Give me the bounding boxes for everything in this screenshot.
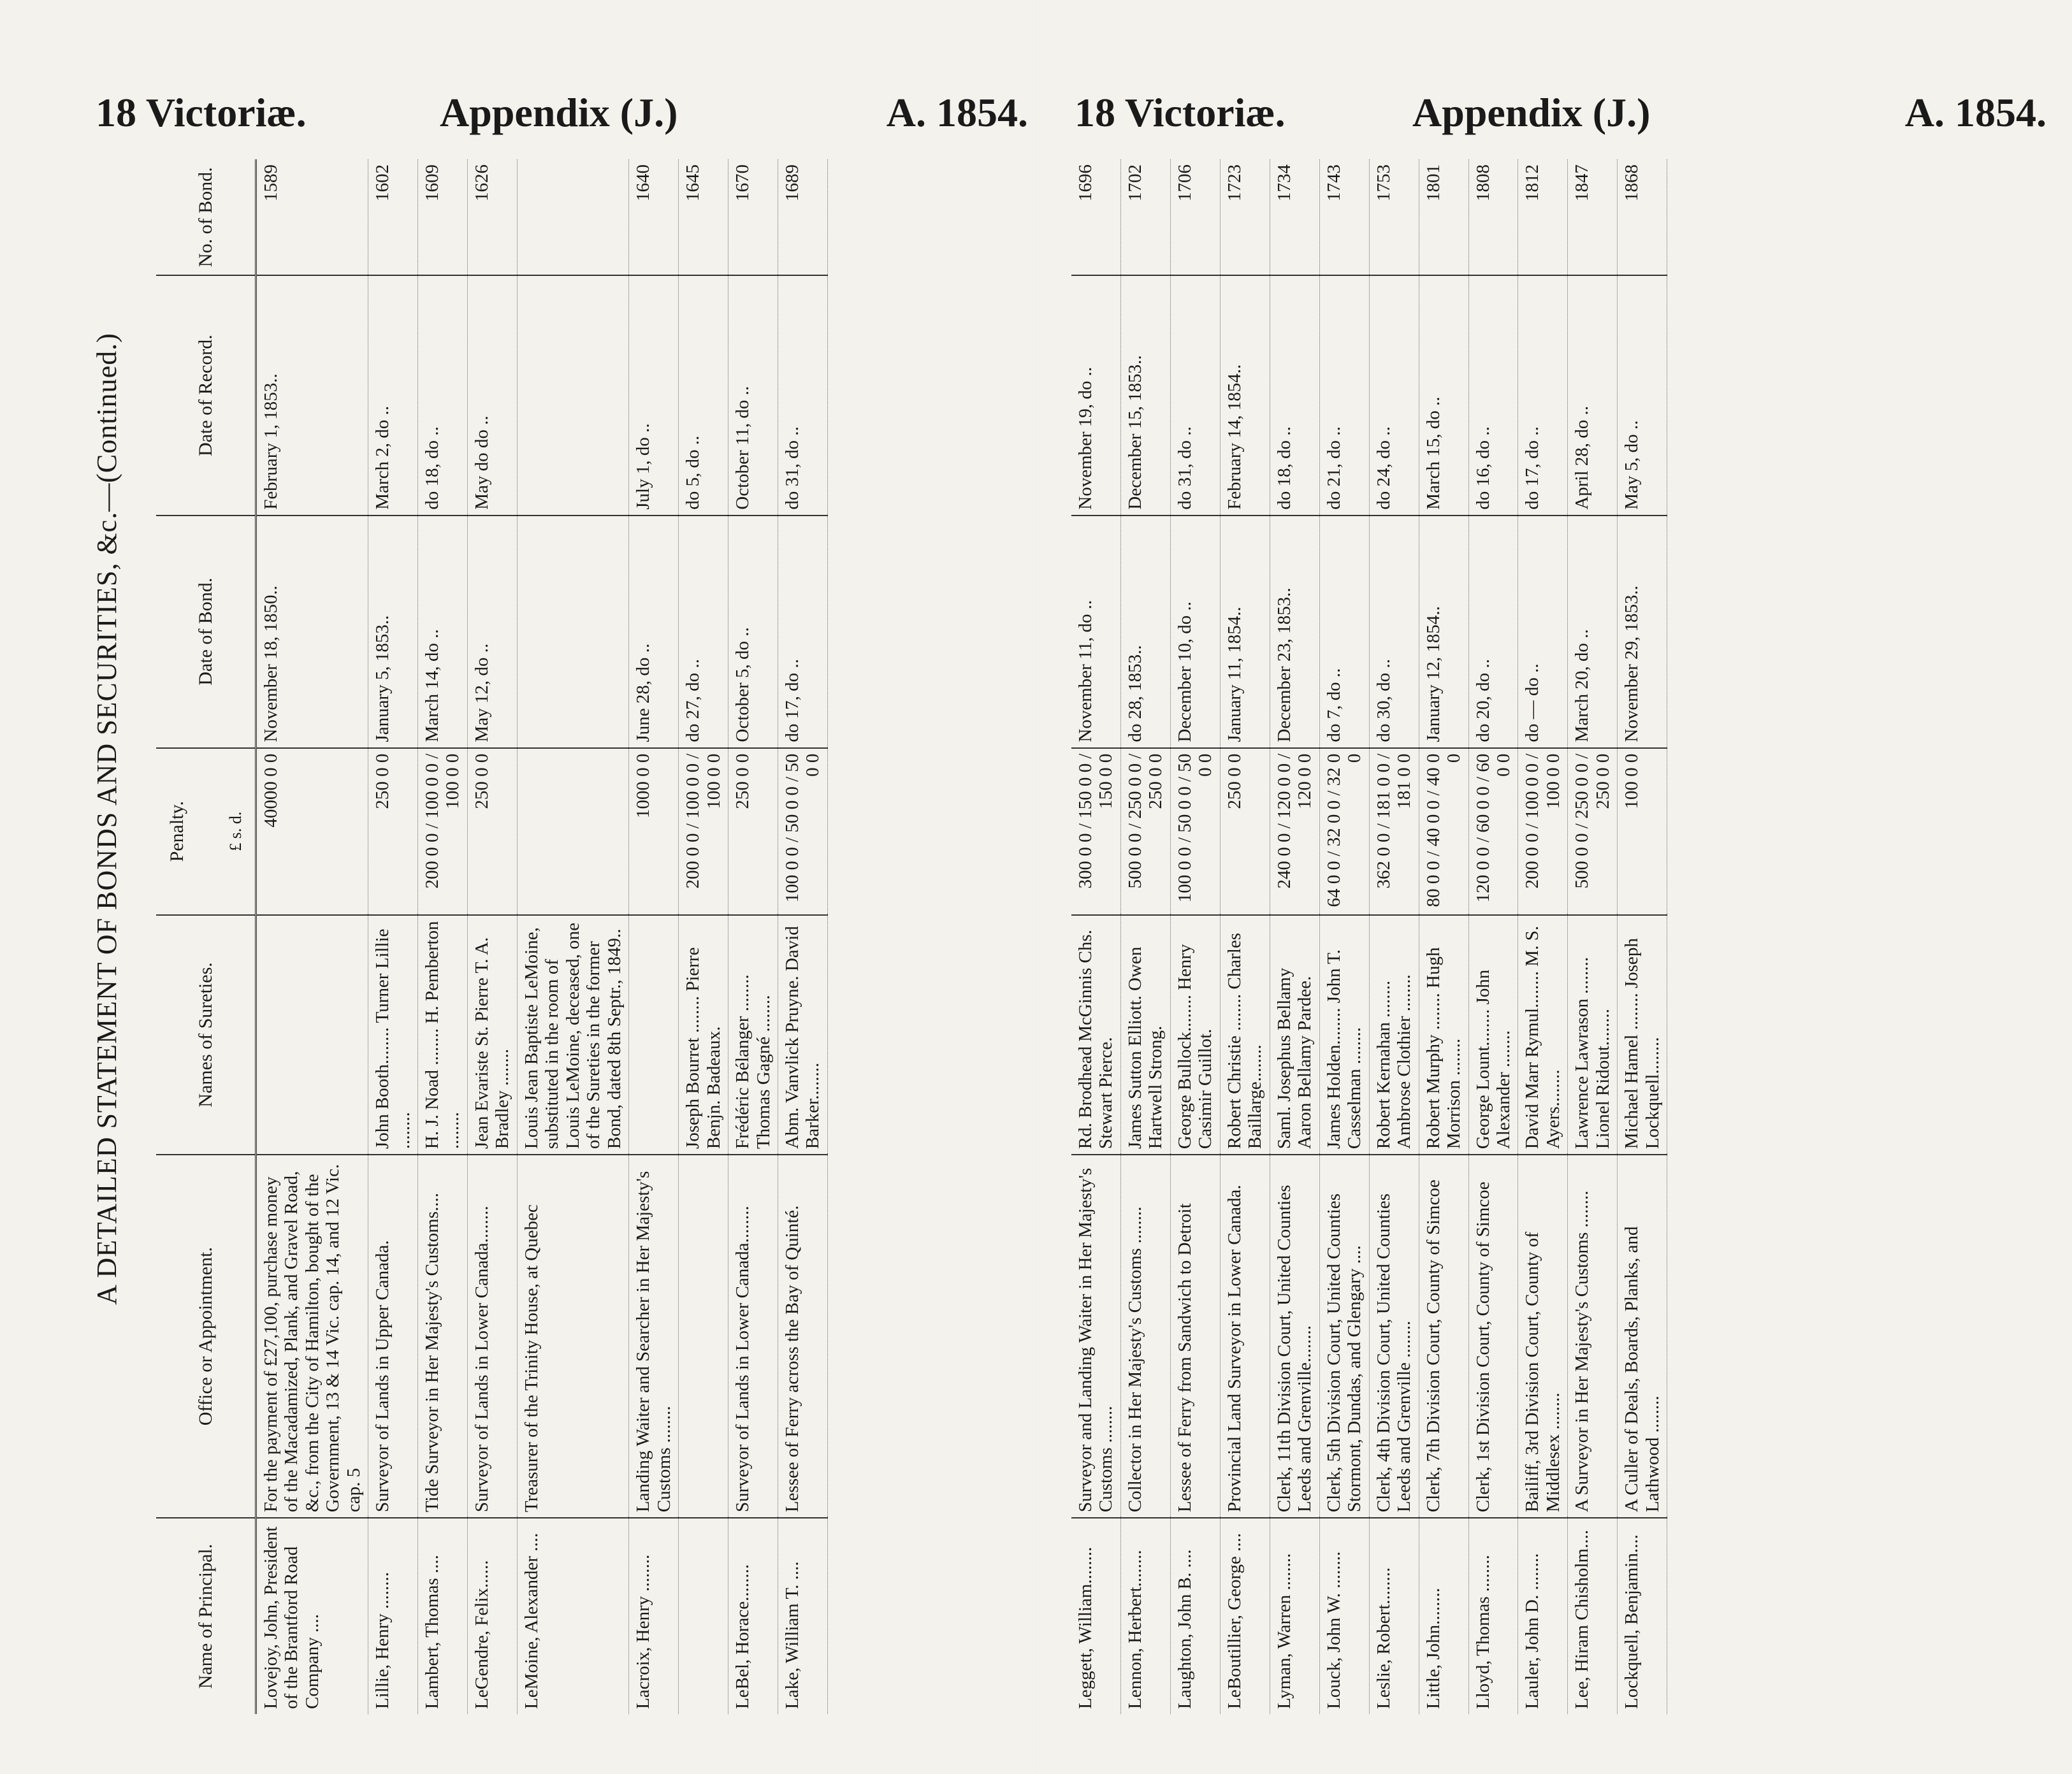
table-row	[1419, 159, 1468, 1714]
table-row	[1618, 159, 1667, 1714]
cell-date-of-record: do 18, do ..	[417, 275, 467, 515]
cell-date-of-record: March 15, do ..	[1419, 275, 1468, 515]
cell-date-of-record	[517, 275, 628, 515]
cell-sureties: Lawrence Lawrason ........ Lionel Ridout........	[1568, 915, 1618, 1155]
cell-office: Landing Waiter and Searcher in Her Majesty's Customs ........	[629, 1155, 679, 1518]
cell-sureties: H. J. Noad ........ H. Pemberton ........	[417, 915, 467, 1155]
cell-sureties: Rd. Brodhead McGinnis Chs. Stewart Pierce.	[1071, 915, 1120, 1155]
cell-name: Lake, William T. ....	[778, 1518, 828, 1714]
table-row	[1071, 159, 1120, 1714]
cell-name: Lauler, John D. ........	[1518, 1518, 1568, 1714]
cell-penalty: 250 0 0	[728, 748, 778, 915]
cell-date-of-record: do 31, do ..	[1170, 275, 1220, 515]
cell-sureties: Robert Kernahan ........ Ambrose Clothier ........	[1369, 915, 1419, 1155]
table-row	[1170, 159, 1220, 1714]
cell-date-of-bond: do 17, do ..	[778, 516, 828, 748]
cell-office: Surveyor of Lands in Lower Canada........	[728, 1155, 778, 1518]
cell-sureties	[256, 915, 368, 1155]
right-page	[1036, 0, 2072, 1774]
cell-office: A Surveyor in Her Majesty's Customs ........	[1568, 1155, 1618, 1518]
table-row	[1518, 159, 1568, 1714]
header-left: 18 Victoriæ.	[1075, 90, 1286, 135]
table	[156, 159, 828, 1714]
cell-no-of-bond: 1602	[368, 159, 418, 275]
cell-date-of-bond: November 29, 1853..	[1618, 516, 1667, 748]
cell-penalty: 100 0 0 / 50 0 0 / 50 0 0	[1170, 748, 1220, 915]
cell-penalty	[517, 748, 628, 915]
table-row	[1220, 159, 1270, 1714]
cell-name: Lyman, Warren ........	[1270, 1518, 1319, 1714]
cell-date-of-bond: December 23, 1853..	[1270, 516, 1319, 748]
cell-no-of-bond: 1645	[679, 159, 728, 275]
cell-office: Collector in Her Majesty's Customs ........	[1120, 1155, 1170, 1518]
table	[1071, 159, 1667, 1714]
cell-sureties: James Sutton Elliott. Owen Hartwell Strong.	[1120, 915, 1170, 1155]
table-row	[778, 159, 828, 1714]
cell-date-of-bond: do 28, 1853..	[1120, 516, 1170, 748]
cell-name: LeMoine, Alexander ....	[517, 1518, 628, 1714]
cell-sureties: Robert Christie ........ Charles Baillarge........	[1220, 915, 1270, 1155]
cell-date-of-record: November 19, do ..	[1071, 275, 1120, 515]
cell-office: Lessee of Ferry across the Bay of Quinté.	[778, 1155, 828, 1518]
cell-no-of-bond	[517, 159, 628, 275]
cell-sureties: George Lount........ John Alexander ........	[1468, 915, 1518, 1155]
cell-sureties: John Booth........ Turner Lillie ........	[368, 915, 418, 1155]
cell-date-of-bond: do 30, do ..	[1369, 516, 1419, 748]
cell-office: Clerk, 7th Division Court, County of Simcoe	[1419, 1155, 1468, 1518]
cell-name: LeBel, Horace........	[728, 1518, 778, 1714]
cell-office: Clerk, 11th Division Court, United Counties Leeds and Grenville........	[1270, 1155, 1319, 1518]
cell-sureties: David Marr Rymul........ M. S. Ayers........	[1518, 915, 1568, 1155]
cell-office: Clerk, 1st Division Court, County of Simcoe	[1468, 1155, 1518, 1518]
cell-name: Lambert, Thomas ....	[417, 1518, 467, 1714]
col-penalty	[156, 748, 256, 915]
header-center: Appendix (J.)	[440, 90, 678, 135]
col-sureties: Names of Sureties.	[156, 915, 256, 1155]
cell-office: Provincial Land Surveyor in Lower Canada.	[1220, 1155, 1270, 1518]
cell-no-of-bond: 1847	[1568, 159, 1618, 275]
table-row	[256, 159, 368, 1714]
cell-no-of-bond: 1808	[1468, 159, 1518, 275]
table-row	[1120, 159, 1170, 1714]
col-date-of-record: Date of Record.	[156, 275, 256, 515]
cell-name: Lacroix, Henry ........	[629, 1518, 679, 1714]
cell-no-of-bond: 1689	[778, 159, 828, 275]
cell-date-of-record: May 5, do ..	[1618, 275, 1667, 515]
cell-name	[679, 1518, 728, 1714]
statement-title: A DETAILED STATEMENT OF BONDS AND SECURITIES, &c.—(Continued.)	[91, 333, 122, 1305]
cell-no-of-bond: 1696	[1071, 159, 1120, 275]
cell-sureties: Frédéric Bélanger ........ Thomas Gagné ........	[728, 915, 778, 1155]
cell-date-of-record: February 14, 1854..	[1220, 275, 1270, 515]
cell-no-of-bond: 1640	[629, 159, 679, 275]
cell-date-of-bond: January 5, 1853..	[368, 516, 418, 748]
cell-date-of-bond: November 11, do ..	[1071, 516, 1120, 748]
cell-sureties: Robert Murphy ........ Hugh Morrison ........	[1419, 915, 1468, 1155]
cell-no-of-bond: 1734	[1270, 159, 1319, 275]
cell-no-of-bond: 1801	[1419, 159, 1468, 275]
cell-date-of-record: February 1, 1853..	[256, 275, 368, 515]
table-row	[1468, 159, 1518, 1714]
cell-name: Louck, John W. ........	[1319, 1518, 1369, 1714]
col-penalty-label: Penalty.	[166, 800, 187, 862]
cell-penalty: 80 0 0 / 40 0 0 / 40 0 0	[1419, 748, 1468, 915]
col-office: Office or Appointment.	[156, 1155, 256, 1518]
col-penalty-units: £ s. d.	[226, 811, 245, 851]
header-right: A. 1854.	[1904, 90, 2047, 135]
cell-no-of-bond: 1868	[1618, 159, 1667, 275]
cell-office: Clerk, 4th Division Court, United Counties Leeds and Grenville ........	[1369, 1155, 1419, 1518]
cell-sureties: Saml. Josephus Bellamy Aaron Bellamy Pardee.	[1270, 915, 1319, 1155]
cell-name: LeGendre, Felix......	[467, 1518, 517, 1714]
cell-date-of-record: do 24, do ..	[1369, 275, 1419, 515]
cell-sureties: Jean Evariste St. Pierre T. A. Bradley ........	[467, 915, 517, 1155]
cell-penalty: 200 0 0 / 100 0 0 / 100 0 0	[417, 748, 467, 915]
cell-sureties: James Holden........ John T. Casselman ........	[1319, 915, 1369, 1155]
table-body	[1071, 159, 1667, 1714]
cell-name: Lennon, Herbert........	[1120, 1518, 1170, 1714]
cell-date-of-record: October 11, do ..	[728, 275, 778, 515]
cell-penalty: 240 0 0 / 120 0 0 / 120 0 0	[1270, 748, 1319, 915]
cell-office: For the payment of £27,100, purchase money of the Macadamized, Plank, and Gravel Road, &c., from the City of Hamilton, bought of the Government, 13 & 14 Vic. cap. 14, and 12 Vic. cap. 5	[256, 1155, 368, 1518]
table-row	[517, 159, 628, 1714]
cell-date-of-record: July 1, do ..	[629, 275, 679, 515]
header-center: Appendix (J.)	[1412, 90, 1651, 135]
cell-date-of-record: December 15, 1853..	[1120, 275, 1170, 515]
cell-office	[679, 1155, 728, 1518]
cell-penalty: 200 0 0 / 100 0 0 / 100 0 0	[1518, 748, 1568, 915]
cell-sureties: Michael Hamel ........ Joseph Lockquell........	[1618, 915, 1667, 1155]
cell-date-of-record: do 21, do ..	[1319, 275, 1369, 515]
table-row	[368, 159, 418, 1714]
cell-penalty: 250 0 0	[1220, 748, 1270, 915]
cell-office: Surveyor and Landing Waiter in Her Majesty's Customs ........	[1071, 1155, 1120, 1518]
table-row	[629, 159, 679, 1714]
table-row	[467, 159, 517, 1714]
table-row	[679, 159, 728, 1714]
cell-penalty: 362 0 0 / 181 0 0 / 181 0 0	[1369, 748, 1419, 915]
cell-sureties: George Bullock........ Henry Casimir Guillot.	[1170, 915, 1220, 1155]
cell-penalty: 100 0 0	[1618, 748, 1667, 915]
cell-office: Lessee of Ferry from Sandwich to Detroit	[1170, 1155, 1220, 1518]
cell-no-of-bond: 1626	[467, 159, 517, 275]
cell-penalty: 200 0 0 / 100 0 0 / 100 0 0	[679, 748, 728, 915]
cell-penalty: 250 0 0	[368, 748, 418, 915]
header-left: 18 Victoriæ.	[96, 90, 307, 135]
cell-name: Lovejoy, John, President of the Brantford Road Company ....	[256, 1518, 368, 1714]
cell-no-of-bond: 1706	[1170, 159, 1220, 275]
cell-no-of-bond: 1702	[1120, 159, 1170, 275]
cell-date-of-record: do 31, do ..	[778, 275, 828, 515]
table-row	[728, 159, 778, 1714]
cell-no-of-bond: 1812	[1518, 159, 1568, 275]
table-row	[1319, 159, 1369, 1714]
cell-date-of-bond: November 18, 1850..	[256, 516, 368, 748]
header-right: A. 1854.	[886, 90, 1028, 135]
cell-date-of-record: May do do ..	[467, 275, 517, 515]
cell-office: Tide Surveyor in Her Majesty's Customs....	[417, 1155, 467, 1518]
cell-penalty: 500 0 0 / 250 0 0 / 250 0 0	[1568, 748, 1618, 915]
cell-date-of-record: do 16, do ..	[1468, 275, 1518, 515]
col-name-of-principal: Name of Principal.	[156, 1518, 256, 1714]
bonds-table-right	[1071, 159, 2027, 1714]
bonds-table-left	[156, 159, 1010, 1714]
cell-penalty: 64 0 0 / 32 0 0 / 32 0 0	[1319, 748, 1369, 915]
cell-date-of-bond: June 28, do ..	[629, 516, 679, 748]
cell-office: Treasurer of the Trinity House, at Quebec	[517, 1155, 628, 1518]
cell-date-of-record: do 5, do ..	[679, 275, 728, 515]
cell-penalty: 500 0 0 / 250 0 0 / 250 0 0	[1120, 748, 1170, 915]
cell-date-of-bond: December 10, do ..	[1170, 516, 1220, 748]
cell-name: Lloyd, Thomas ........	[1468, 1518, 1518, 1714]
cell-name: Laughton, John B. ....	[1170, 1518, 1220, 1714]
cell-date-of-record: April 28, do ..	[1568, 275, 1618, 515]
cell-office: Surveyor of Lands in Lower Canada........	[467, 1155, 517, 1518]
cell-date-of-record: do 18, do ..	[1270, 275, 1319, 515]
cell-no-of-bond: 1743	[1319, 159, 1369, 275]
cell-office: Surveyor of Lands in Upper Canada.	[368, 1155, 418, 1518]
cell-penalty: 1000 0 0	[629, 748, 679, 915]
cell-date-of-bond: January 11, 1854..	[1220, 516, 1270, 748]
cell-sureties: Louis Jean Baptiste LeMoine, substituted in the room of Louis LeMoine, deceased, one of the Sureties in the former Bond, dated 8th Septr., 1849..	[517, 915, 628, 1155]
cell-date-of-bond	[517, 516, 628, 748]
cell-sureties: Joseph Bourret ........ Pierre Benjn. Badeaux.	[679, 915, 728, 1155]
cell-no-of-bond: 1753	[1369, 159, 1419, 275]
cell-penalty: 250 0 0	[467, 748, 517, 915]
cell-date-of-bond: March 14, do ..	[417, 516, 467, 748]
cell-penalty: 300 0 0 / 150 0 0 / 150 0 0	[1071, 748, 1120, 915]
cell-date-of-bond: do — do ..	[1518, 516, 1568, 748]
cell-penalty: 40000 0 0	[256, 748, 368, 915]
cell-office: Bailiff, 3rd Division Court, County of Middlesex ........	[1518, 1155, 1568, 1518]
cell-name: Leslie, Robert........	[1369, 1518, 1419, 1714]
cell-name: Lillie, Henry ........	[368, 1518, 418, 1714]
col-date-of-bond: Date of Bond.	[156, 516, 256, 748]
cell-name: Little, John........	[1419, 1518, 1468, 1714]
table-row	[1568, 159, 1618, 1714]
cell-office: A Culler of Deals, Boards, Planks, and Lathwood ........	[1618, 1155, 1667, 1518]
table-row	[417, 159, 467, 1714]
cell-date-of-record: March 2, do ..	[368, 275, 418, 515]
cell-name: Lee, Hiram Chisholm....	[1568, 1518, 1618, 1714]
table-body	[256, 159, 827, 1714]
cell-date-of-bond: do 7, do ..	[1319, 516, 1369, 748]
col-no-of-bond: No. of Bond.	[156, 159, 256, 275]
table-row	[1270, 159, 1319, 1714]
cell-date-of-bond: do 20, do ..	[1468, 516, 1518, 748]
cell-date-of-bond: May 12, do ..	[467, 516, 517, 748]
cell-penalty: 120 0 0 / 60 0 0 / 60 0 0	[1468, 748, 1518, 915]
cell-name: Leggett, William........	[1071, 1518, 1120, 1714]
table-header-row	[156, 159, 256, 1714]
cell-sureties	[629, 915, 679, 1155]
cell-sureties: Abm. Vanvlick Pruyne. David Barker........	[778, 915, 828, 1155]
cell-penalty: 100 0 0 / 50 0 0 / 50 0 0	[778, 748, 828, 915]
table-row	[1369, 159, 1419, 1714]
cell-no-of-bond: 1670	[728, 159, 778, 275]
cell-office: Clerk, 5th Division Court, United Counties Stormont, Dundas, and Glengary ....	[1319, 1155, 1369, 1518]
cell-date-of-record: do 17, do ..	[1518, 275, 1568, 515]
cell-no-of-bond: 1609	[417, 159, 467, 275]
cell-date-of-bond: October 5, do ..	[728, 516, 778, 748]
cell-no-of-bond: 1589	[256, 159, 368, 275]
cell-no-of-bond: 1723	[1220, 159, 1270, 275]
cell-date-of-bond: do 27, do ..	[679, 516, 728, 748]
cell-date-of-bond: January 12, 1854..	[1419, 516, 1468, 748]
cell-name: LeBoutillier, George ....	[1220, 1518, 1270, 1714]
cell-date-of-bond: March 20, do ..	[1568, 516, 1618, 748]
cell-name: Lockquell, Benjamin....	[1618, 1518, 1667, 1714]
